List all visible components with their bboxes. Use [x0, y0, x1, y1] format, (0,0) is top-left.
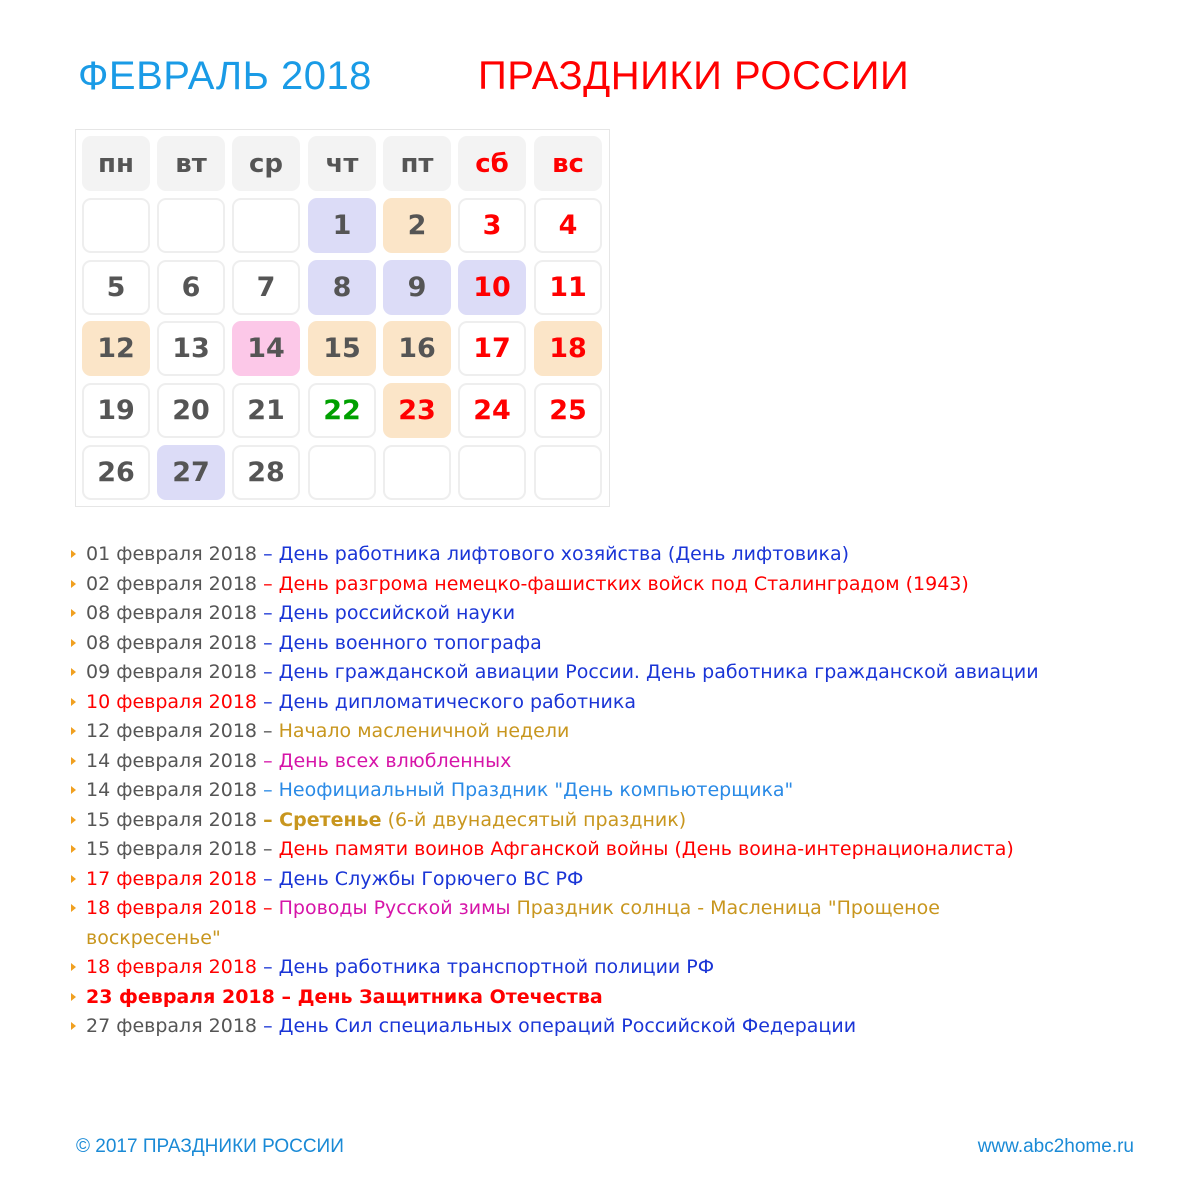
calendar-empty-cell	[82, 198, 150, 253]
holiday-item	[68, 629, 1048, 659]
holiday-item	[68, 835, 1048, 865]
holiday-date: 12 февраля 2018 –	[86, 720, 279, 742]
bullet-arrow-icon	[71, 993, 76, 1001]
bullet-arrow-icon	[71, 698, 76, 706]
bullet-arrow-icon	[71, 550, 76, 558]
calendar-day: 16	[383, 321, 451, 376]
holiday-item	[68, 599, 1048, 629]
holiday-date: 14 февраля 2018	[86, 749, 258, 772]
holiday-text: – День работника транспортной полиции РФ	[257, 956, 715, 978]
holiday-item	[68, 953, 1048, 983]
calendar-day: 11	[534, 260, 602, 315]
weekday-header: пт	[383, 136, 451, 191]
calendar-day: 17	[458, 321, 526, 376]
bullet-arrow-icon	[71, 580, 76, 588]
bullet-arrow-icon	[71, 1022, 76, 1030]
holiday-text: (6-й двунадесятый праздник)	[381, 808, 687, 831]
holiday-item	[68, 983, 1048, 1013]
calendar-day: 26	[82, 445, 150, 500]
holiday-item	[68, 747, 1048, 777]
holiday-date: 10 февраля 2018	[86, 690, 258, 713]
weekday-header: пн	[82, 136, 150, 191]
holiday-list	[68, 540, 1048, 1042]
calendar-day: 21	[232, 383, 300, 438]
holiday-item	[68, 776, 1048, 806]
calendar-day: 5	[82, 260, 150, 315]
footer-url[interactable]: www.abc2home.ru	[977, 1136, 1134, 1157]
bullet-arrow-icon	[71, 727, 76, 735]
calendar-day: 23	[383, 383, 451, 438]
site-title: ПРАЗДНИКИ РОССИИ	[478, 54, 910, 98]
calendar-day: 18	[534, 321, 602, 376]
bullet-arrow-icon	[71, 757, 76, 765]
holiday-date: 18 февраля 2018	[86, 956, 258, 978]
holiday-text: – День военного топографа	[257, 631, 542, 654]
holiday-text: – День гражданской авиации России. День работника гражданской авиации	[257, 661, 1039, 683]
calendar-grid	[75, 129, 610, 507]
holiday-date: 02 февраля 2018	[86, 572, 258, 595]
bullet-arrow-icon	[71, 639, 76, 647]
holiday-text: – День Сил специальных операций Российской Федерации	[257, 1015, 857, 1037]
holiday-text: Проводы Русской зимы	[278, 897, 517, 919]
calendar-empty-cell	[534, 445, 602, 500]
bullet-arrow-icon	[71, 963, 76, 971]
holiday-text: – День работника лифтового хозяйства (День лифтовика)	[257, 543, 849, 565]
holiday-item	[68, 570, 1048, 600]
calendar-day: 28	[232, 445, 300, 500]
holiday-date: 18 февраля 2018 –	[86, 897, 279, 919]
holiday-item	[68, 806, 1048, 836]
month-title: ФЕВРАЛЬ 2018	[78, 54, 372, 98]
calendar-day: 8	[308, 260, 376, 315]
bullet-arrow-icon	[71, 816, 76, 824]
weekday-header: вс	[534, 136, 602, 191]
holiday-text: Праздник солнца - Масленица "Прощеное воскресенье"	[86, 897, 940, 949]
holiday-text: – Неофициальный Праздник "День компьютерщика"	[257, 779, 794, 801]
weekday-header: ср	[232, 136, 300, 191]
calendar-day: 10	[458, 260, 526, 315]
holiday-item	[68, 1012, 1048, 1042]
calendar-day: 22	[308, 383, 376, 438]
holiday-text: – День российской науки	[257, 602, 516, 624]
holiday-text: – День разгрома немецко-фашистких войск под Сталинградом (1943)	[257, 572, 969, 595]
holiday-item	[68, 688, 1048, 718]
calendar-day: 24	[458, 383, 526, 438]
calendar-day: 3	[458, 198, 526, 253]
calendar-day: 6	[157, 260, 225, 315]
calendar-day: 19	[82, 383, 150, 438]
calendar-day: 14	[232, 321, 300, 376]
holiday-item	[68, 540, 1048, 570]
bullet-arrow-icon	[71, 845, 76, 853]
holiday-date: 23 февраля 2018 – День Защитника Отечества	[86, 985, 603, 1008]
calendar-empty-cell	[458, 445, 526, 500]
calendar-day: 2	[383, 198, 451, 253]
bullet-arrow-icon	[71, 875, 76, 883]
holiday-text: Начало масленичной недели	[278, 720, 570, 742]
holiday-text: – День Службы Горючего ВС РФ	[257, 867, 584, 890]
holiday-text: – День дипломатического работника	[257, 690, 636, 713]
holiday-date: 01 февраля 2018	[86, 543, 258, 565]
holiday-text: – День всех влюбленных	[257, 749, 512, 772]
weekday-header: сб	[458, 136, 526, 191]
holiday-date: 17 февраля 2018	[86, 867, 258, 890]
bullet-arrow-icon	[71, 668, 76, 676]
calendar-day: 15	[308, 321, 376, 376]
calendar-day: 13	[157, 321, 225, 376]
calendar-empty-cell	[157, 198, 225, 253]
holiday-date: 27 февраля 2018	[86, 1015, 258, 1037]
calendar-day: 7	[232, 260, 300, 315]
calendar-empty-cell	[308, 445, 376, 500]
bullet-arrow-icon	[71, 904, 76, 912]
footer-copyright: © 2017 ПРАЗДНИКИ РОССИИ	[76, 1136, 344, 1157]
weekday-header: чт	[308, 136, 376, 191]
calendar-empty-cell	[232, 198, 300, 253]
holiday-date: 14 февраля 2018	[86, 779, 258, 801]
calendar-day: 4	[534, 198, 602, 253]
bullet-arrow-icon	[71, 609, 76, 617]
calendar-day: 12	[82, 321, 150, 376]
holiday-item	[68, 717, 1048, 747]
calendar-day: 20	[157, 383, 225, 438]
calendar-day: 27	[157, 445, 225, 500]
holiday-item	[68, 658, 1048, 688]
holiday-date: 15 февраля 2018 –	[86, 838, 279, 860]
holiday-date: 15 февраля 2018	[86, 808, 264, 831]
bullet-arrow-icon	[71, 786, 76, 794]
holiday-text: – Сретенье	[263, 808, 382, 831]
calendar-day: 9	[383, 260, 451, 315]
calendar-empty-cell	[383, 445, 451, 500]
weekday-header: вт	[157, 136, 225, 191]
holiday-date: 08 февраля 2018	[86, 631, 258, 654]
holiday-item	[68, 865, 1048, 895]
holiday-item	[68, 894, 1048, 953]
calendar-day: 1	[308, 198, 376, 253]
holiday-text: День памяти воинов Афганской войны (День воина-интернационалиста)	[278, 838, 1014, 860]
calendar-day: 25	[534, 383, 602, 438]
holiday-date: 09 февраля 2018	[86, 661, 258, 683]
holiday-date: 08 февраля 2018	[86, 602, 258, 624]
